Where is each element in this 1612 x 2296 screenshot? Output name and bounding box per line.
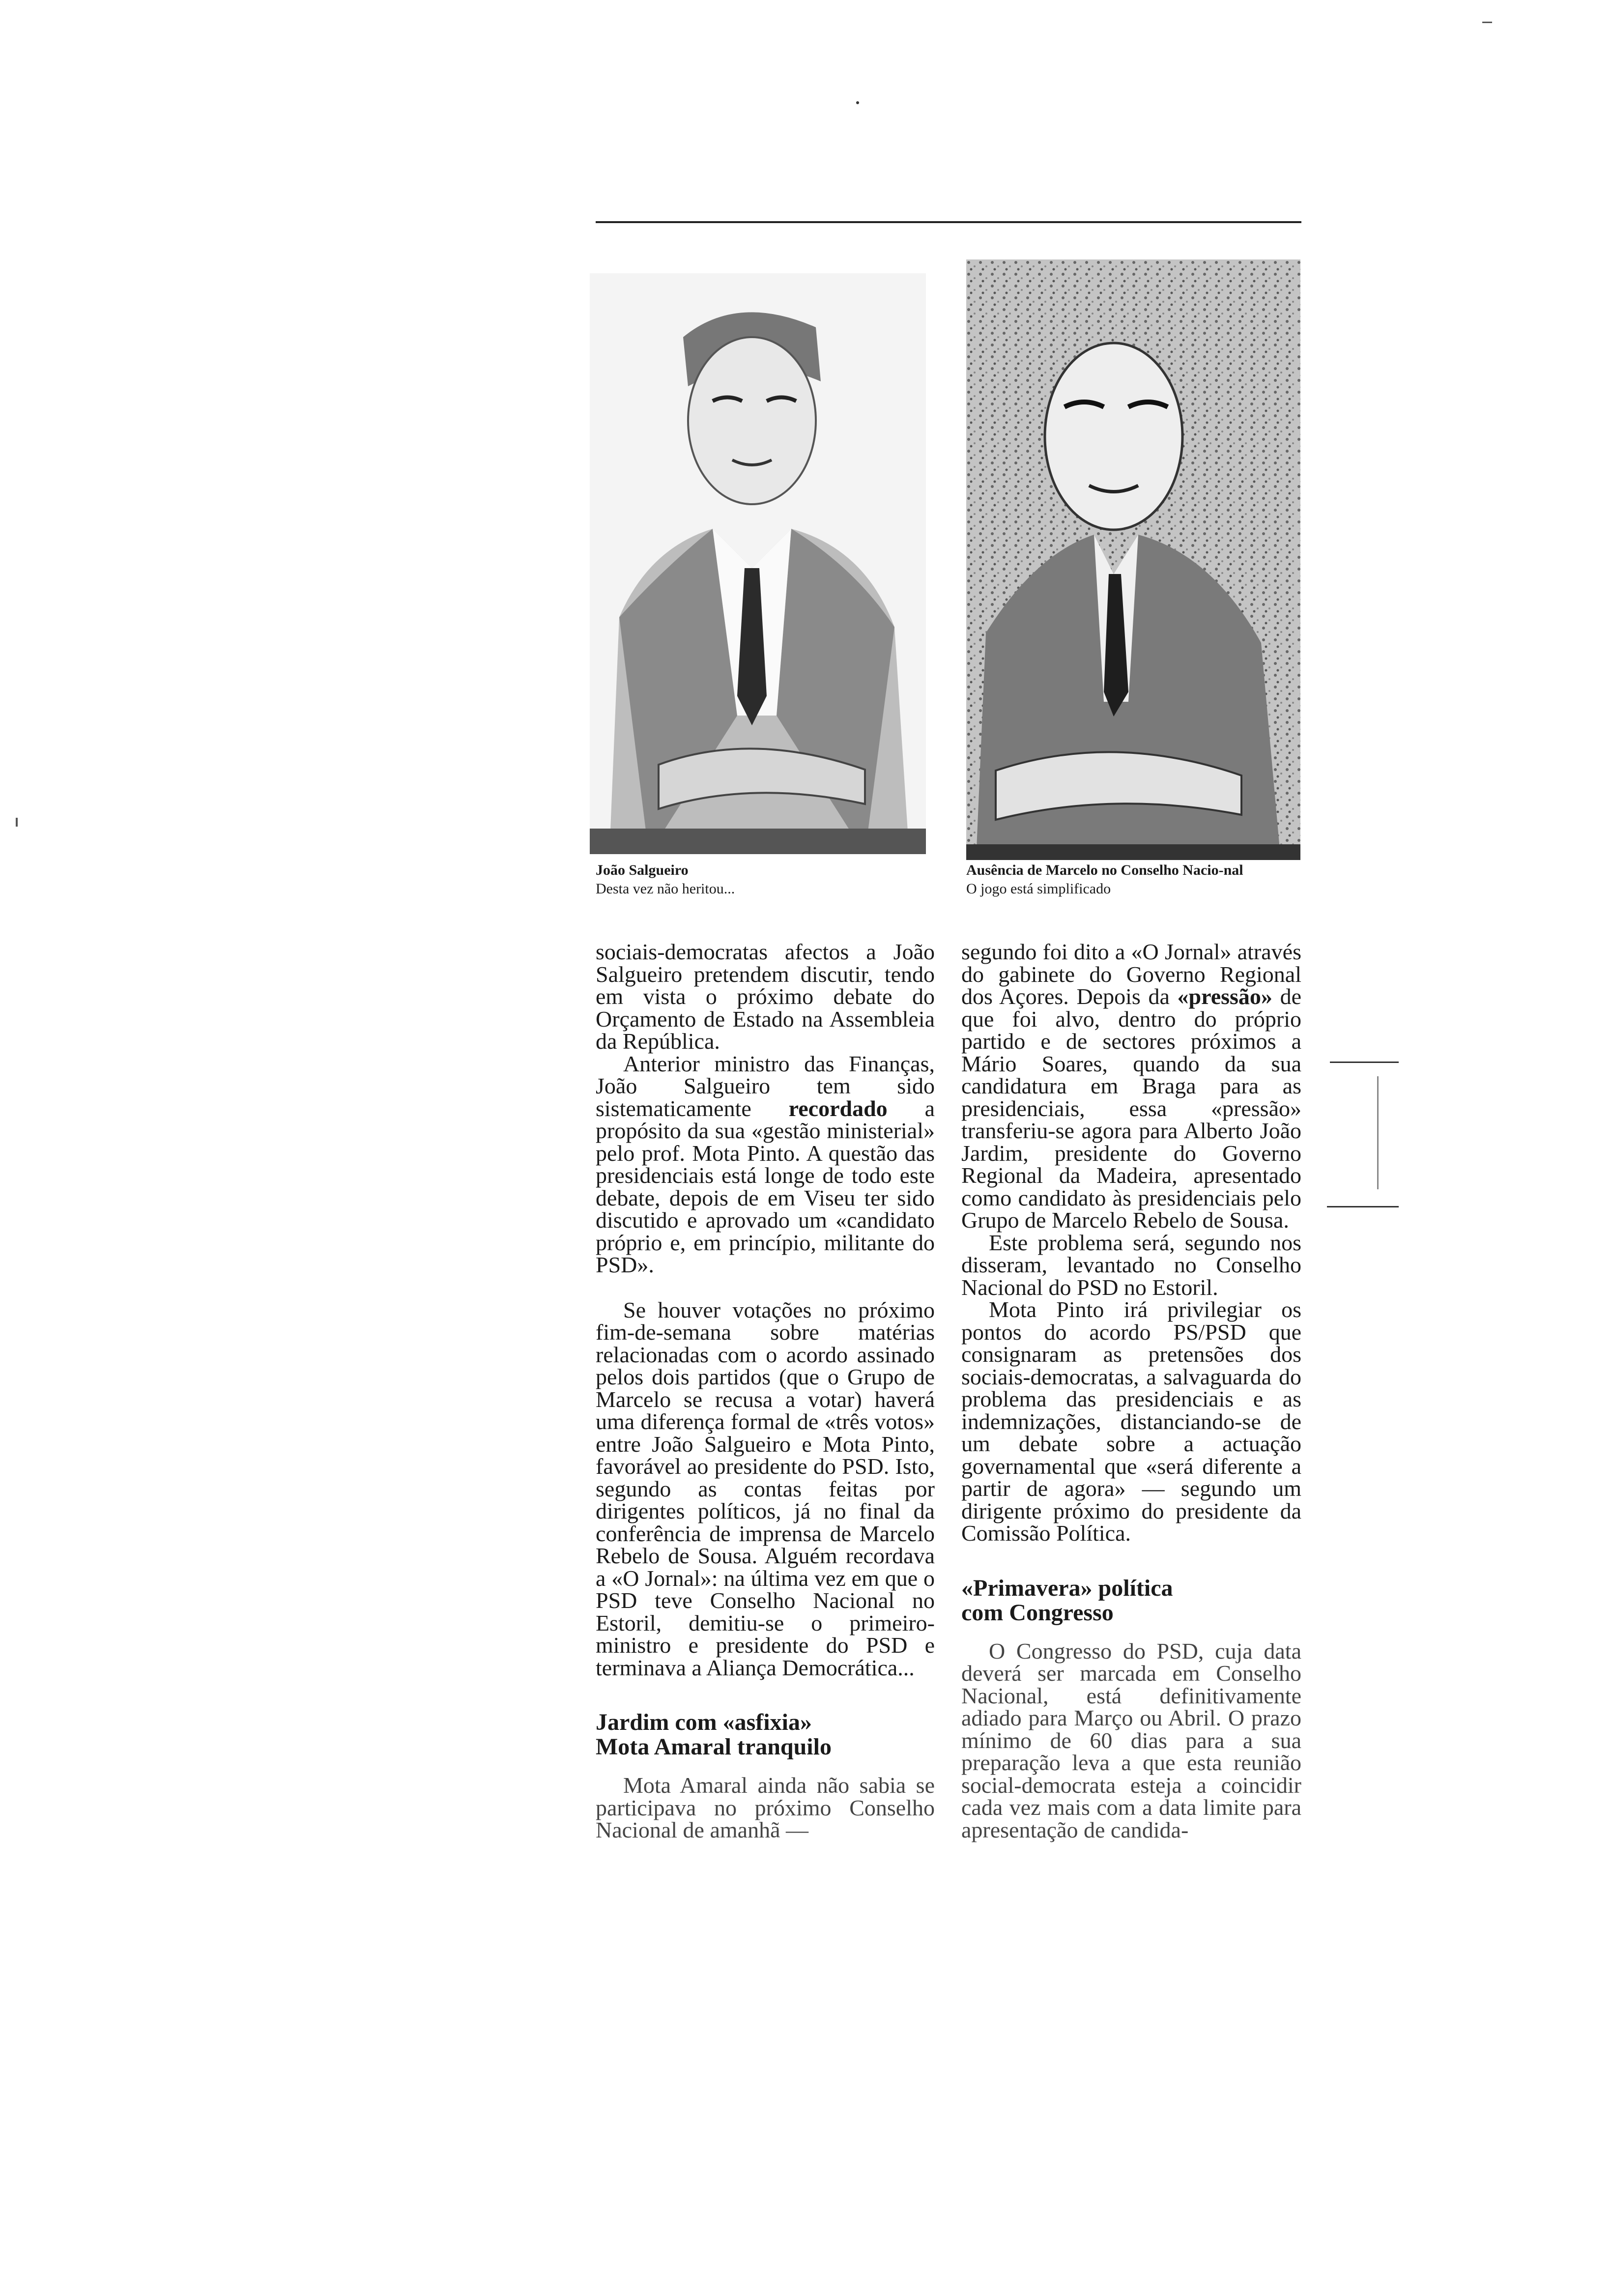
- text-run: segundo foi dito a «O Jornal» através do gabinete do Governo Regional dos Açores. Depois da: [961, 939, 1301, 1009]
- paragraph: Mota Amaral ainda não sabia se participava no próximo Conselho Nacional de amanhã —: [596, 1773, 935, 1842]
- paragraph: [596, 1053, 935, 1276]
- paragraph: sociais-democratas afectos a João Salgueiro pretendem discutir, tendo em vista o próximo debate do Orçamento de Estado na Assembleia da República.: [596, 939, 935, 1054]
- heading-line: Jardim com «asfixia»: [596, 1709, 812, 1735]
- caption-name: João Salgueiro: [596, 862, 689, 878]
- paragraph: [961, 941, 1301, 1232]
- heading-line: Mota Amaral tranquilo: [596, 1734, 832, 1760]
- photo-joao-salgueiro: [590, 273, 926, 854]
- section-heading: [596, 1710, 935, 1759]
- caption-photo-left: [596, 861, 920, 898]
- heading-line: «Primavera» política: [961, 1575, 1173, 1601]
- paragraph: O Congresso do PSD, cuja data deverá ser marcada em Conselho Nacional, está definitivamente adiado para Março ou Abril. O prazo mínimo de 60 dias para a sua preparação leva a que esta reunião social-democrata esteja a coincidir cada vez mais com a data limite para apresentação de candida-: [961, 1638, 1301, 1842]
- text-run: de que foi alvo, dentro do próprio partido e de sectores próximos a Mário Soares, quando da sua candidatura em Braga para as presidenciais, essa «pressão» transferiu-se agora para Alberto João Jardim, presidente do Governo Regional da Madeira, apresentado como candidato às presidenciais pelo Grupo de Marcelo Rebelo de Sousa.: [961, 984, 1302, 1233]
- caption-name: Ausência de Marcelo no Conselho Nacio-nal: [966, 862, 1243, 878]
- caption-text: O jogo está simplificado: [966, 881, 1111, 897]
- text-bold: «pressão»: [1177, 984, 1272, 1009]
- paragraph: Este problema será, segundo nos disseram, levantado no Conselho Nacional do PSD no Estoril.: [961, 1230, 1301, 1300]
- article-column-left: [596, 941, 935, 1841]
- heading-line: com Congresso: [961, 1599, 1114, 1626]
- margin-mark: [1330, 1062, 1399, 1063]
- text-bold: recordado: [788, 1095, 888, 1121]
- top-rule: [596, 221, 1301, 223]
- margin-mark: [1377, 1076, 1379, 1189]
- caption-text: Desta vez não heritou...: [596, 881, 735, 897]
- margin-mark: [1327, 1206, 1399, 1207]
- paragraph: Mota Pinto irá privilegiar os pontos do acordo PS/PSD que consignaram as pretensões dos sociais-democratas, a salvaguarda do problema das presidenciais e as indemnizações, distanciando-se de um debate sobre a actuação governamental que «será diferente a partir de agora» — segundo um dirigente próximo do presidente da Comissão Política.: [961, 1297, 1301, 1546]
- scan-speck: [16, 818, 18, 827]
- scan-speck: [1482, 22, 1492, 23]
- section-heading: [961, 1576, 1301, 1625]
- caption-photo-right: [966, 861, 1300, 898]
- text-run: Anterior ministro das Finanças, João Salgueiro tem sido sistematicamente: [596, 1051, 935, 1121]
- paragraph: Se houver votações no próximo fim-de-semana sobre matérias relacionadas com o acordo assinado pelos dois partidos (que o Grupo de Marcelo se recusa a votar) haverá uma diferença formal de «três votos» entre João Salgueiro e Mota Pinto, favorável ao presidente do PSD. Isto, segundo as contas feitas por dirigentes políticos, já no final da conferência de imprensa de Marcelo Rebelo de Sousa. Alguém recordava a «O Jornal»: na última vez em que o PSD teve Conselho Nacional no Estoril, demitiu-se o primeiro-ministro e presidente do PSD e terminava a Aliança Democrática...: [596, 1297, 935, 1680]
- scan-speck: [856, 101, 859, 104]
- article-column-right: [961, 941, 1301, 1841]
- text-run: a propósito da sua «gestão ministerial» pelo prof. Mota Pinto. A questão das presidenciais está longe de todo este debate, depois de em Viseu ter sido discutido e aprovado um «candidato próprio e, em princípio, militante do PSD».: [596, 1095, 935, 1277]
- photo-marcelo: [966, 259, 1300, 860]
